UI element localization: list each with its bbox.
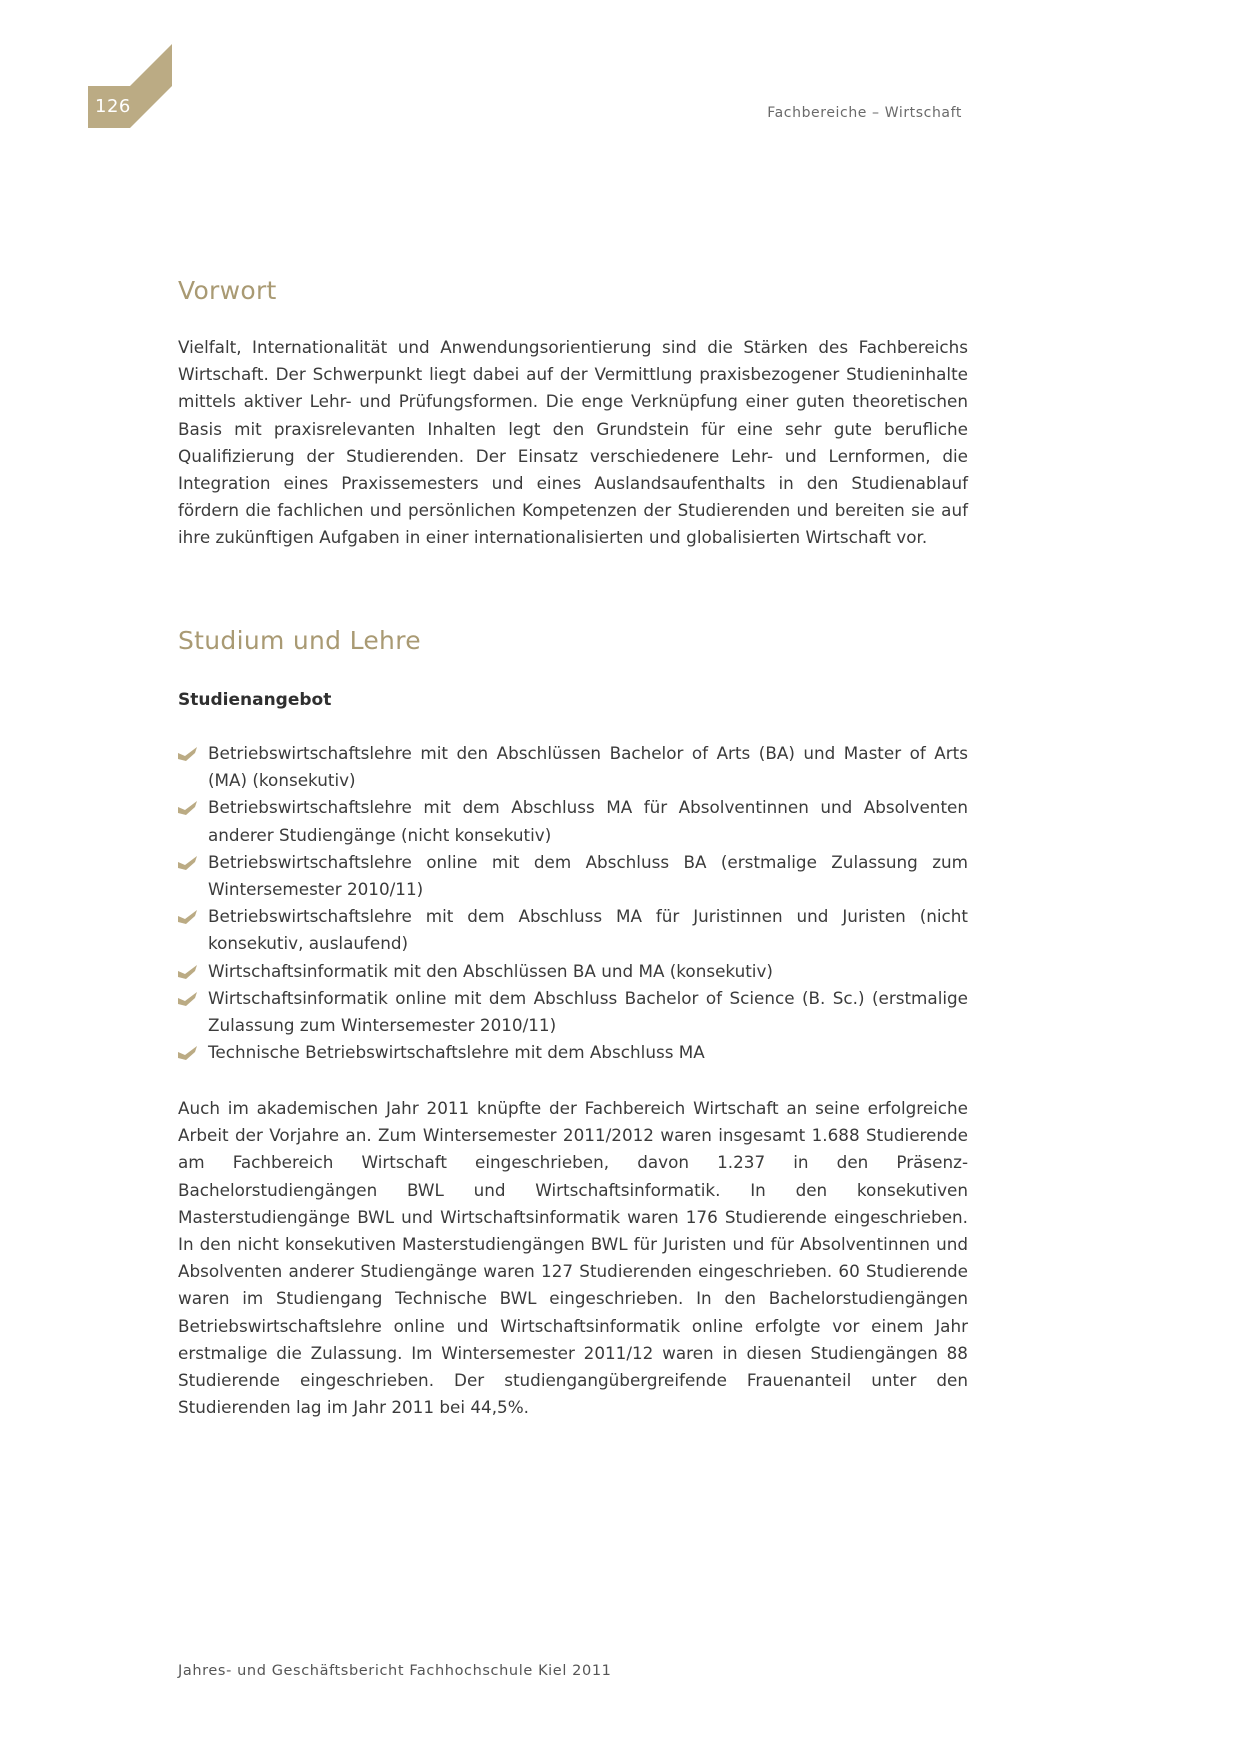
list-item-text: Technische Betriebswirtschaftslehre mit dem Abschluss MA	[208, 1042, 705, 1063]
subheading-studienangebot: Studienangebot	[178, 690, 332, 710]
list-item-text: Betriebswirtschaftslehre mit dem Abschluss MA für Juristinnen und Juristen (nicht konsekutiv, auslaufend)	[208, 906, 968, 954]
list-item	[178, 740, 968, 794]
list-item	[178, 903, 968, 957]
list-item	[178, 794, 968, 848]
list-item-text: Wirtschaftsinformatik online mit dem Abschluss Bachelor of Science (B. Sc.) (erstmalige Zulassung zum Wintersemester 2010/11)	[208, 987, 968, 1036]
list-item	[178, 985, 968, 1039]
page-footer: Jahres- und Geschäftsbericht Fachhochschule Kiel 2011	[178, 1663, 612, 1679]
studium-paragraph: Auch im akademischen Jahr 2011 knüpfte der Fachbereich Wirtschaft an seine erfolgreiche Arbeit der Vorjahre an. Zum Wintersemester 2011/2012 waren insgesamt 1.688 Studierende am Fachbereich Wirtschaft eingeschrieben, davon 1.237 in den Präsenz-Bachelorstudiengängen BWL und Wirtschaftsinformatik. In den konsekutiven Masterstudiengänge BWL und Wirtschaftsinformatik waren 176 Studierende eingeschrieben. In den nicht konsekutiven Masterstudiengängen BWL für Juristen und für Absolventinnen und Absolventen anderer Studiengänge waren 127 Studierenden eingeschrieben. 60 Studierende waren im Studiengang Technische BWL eingeschrieben. In den Bachelorstudiengängen Betriebswirtschaftslehre online und Wirtschaftsinformatik online erfolgte vor einem Jahr erstmalige die Zulassung. Im Wintersemester 2011/12 waren in diesen Studiengängen 88 Studierende eingeschrieben. Der studiengangübergreifende Frauenanteil unter den Studierenden lag im Jahr 2011 bei 44,5%.	[178, 1098, 968, 1418]
list-item-text: Betriebswirtschaftslehre online mit dem Abschluss BA (erstmalige Zulassung zum Wintersemester 2010/11)	[208, 851, 968, 900]
study-programs-list	[178, 740, 968, 1066]
vorwort-paragraph: Vielfalt, Internationalität und Anwendungsorientierung sind die Stärken des Fachbereichs Wirtschaft. Der Schwerpunkt liegt dabei auf der Vermittlung praxisbezogener Studieninhalte mittels aktiver Lehr- und Prüfungsformen. Die enge Verknüpfung einer guten theoretischen Basis mit praxisrelevanten Inhalten legt den Grundstein für eine sehr gute berufliche Qualifizierung der Studierenden. Der Einsatz verschiedenere Lehr- und Lernformen, die Integration eines Praxissemesters und eines Auslandsaufenthalts in den Studienablauf fördern die fachlichen und persönlichen Kompetenzen der Studierenden und bereiten sie auf ihre zukünftigen Aufgaben in einer internationalisierten und globalisierten Wirtschaft vor.	[178, 337, 968, 548]
check-arrow-icon	[178, 992, 198, 1006]
list-item-text: Betriebswirtschaftslehre mit dem Abschluss MA für Absolventinnen und Absolventen anderer Studiengänge (nicht konsekutiv)	[208, 797, 968, 845]
check-arrow-icon	[178, 856, 198, 870]
check-arrow-icon	[178, 801, 198, 815]
list-item	[178, 1039, 968, 1066]
check-arrow-icon	[178, 965, 198, 979]
check-arrow-icon	[178, 747, 198, 761]
check-arrow-icon	[178, 910, 198, 924]
section-title-studium: Studium und Lehre	[178, 626, 421, 655]
list-item	[178, 849, 968, 903]
list-item-text: Wirtschaftsinformatik mit den Abschlüssen BA und MA (konsekutiv)	[208, 960, 773, 981]
running-header: Fachbereiche – Wirtschaft	[767, 105, 962, 121]
section-title-vorwort: Vorwort	[178, 276, 277, 305]
list-item	[178, 958, 968, 985]
page-number: 126	[95, 96, 131, 117]
check-arrow-icon	[178, 1046, 198, 1060]
list-item-text: Betriebswirtschaftslehre mit den Abschlüssen Bachelor of Arts (BA) und Master of Arts (MA) (konsekutiv)	[208, 743, 968, 791]
